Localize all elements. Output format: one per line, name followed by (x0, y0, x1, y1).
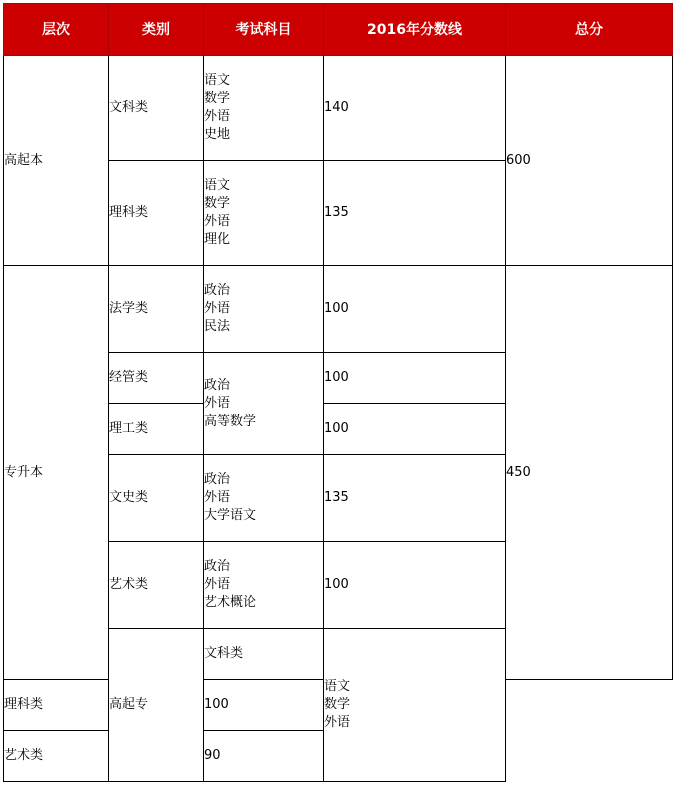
subjects-cell (204, 455, 324, 542)
score-cell: 135 (324, 161, 506, 266)
table-row (4, 266, 673, 353)
subject-item: 外语 (204, 490, 231, 505)
level-cell: 专升本 (4, 266, 109, 680)
header-row (4, 4, 673, 56)
subjects-cell (204, 353, 324, 455)
total-cell: 450 (506, 266, 673, 680)
subject-item: 数学 (324, 697, 351, 712)
category-cell: 理科类 (109, 161, 204, 266)
score-cell: 140 (324, 56, 506, 161)
category-cell: 法学类 (109, 266, 204, 353)
subject-item: 政治 (204, 472, 231, 487)
level-cell: 高起本 (4, 56, 109, 266)
subject-item: 政治 (204, 559, 231, 574)
category-cell: 文科类 (109, 56, 204, 161)
subject-item: 数学 (204, 196, 231, 211)
score-cell: 100 (324, 266, 506, 353)
score-cell: 100 (204, 680, 324, 731)
score-cell: 100 (324, 404, 506, 455)
category-cell: 艺术类 (109, 542, 204, 629)
subject-item: 理化 (204, 232, 231, 247)
score-cell: 100 (324, 542, 506, 629)
subjects-cell (204, 266, 324, 353)
level-cell: 高起专 (109, 629, 204, 782)
subject-item: 语文 (324, 679, 351, 694)
subject-item: 外语 (204, 577, 231, 592)
header-subjects: 考试科目 (204, 4, 324, 56)
category-cell: 文科类 (204, 629, 324, 680)
header-level: 层次 (4, 4, 109, 56)
category-cell: 理工类 (109, 404, 204, 455)
subject-item: 史地 (204, 127, 231, 142)
header-score-line: 2016年分数线 (324, 4, 506, 56)
table-row (4, 56, 673, 161)
admission-score-table (3, 3, 673, 782)
subject-item: 政治 (204, 283, 231, 298)
category-cell: 艺术类 (4, 731, 109, 782)
subject-item: 艺术概论 (204, 595, 257, 610)
category-cell: 理科类 (4, 680, 109, 731)
score-cell: 135 (324, 455, 506, 542)
total-cell: 600 (506, 56, 673, 266)
header-category: 类别 (109, 4, 204, 56)
subjects-cell (204, 56, 324, 161)
subjects-cell (204, 542, 324, 629)
subject-item: 民法 (204, 319, 231, 334)
category-cell: 文史类 (109, 455, 204, 542)
subjects-cell (204, 161, 324, 266)
score-cell: 100 (324, 353, 506, 404)
subject-item: 数学 (204, 91, 231, 106)
subject-item: 政治 (204, 377, 231, 393)
score-cell: 90 (204, 731, 324, 782)
subject-item: 外语 (204, 301, 231, 316)
subject-item: 高等数学 (204, 413, 257, 429)
subject-item: 语文 (204, 73, 231, 88)
subject-item: 外语 (204, 395, 231, 411)
subject-item: 语文 (204, 178, 231, 193)
subject-item: 外语 (324, 715, 351, 730)
subject-item: 外语 (204, 109, 231, 124)
category-cell: 经管类 (109, 353, 204, 404)
subjects-cell (324, 629, 506, 782)
subject-item: 大学语文 (204, 508, 257, 523)
subject-item: 外语 (204, 214, 231, 229)
header-total: 总分 (506, 4, 673, 56)
